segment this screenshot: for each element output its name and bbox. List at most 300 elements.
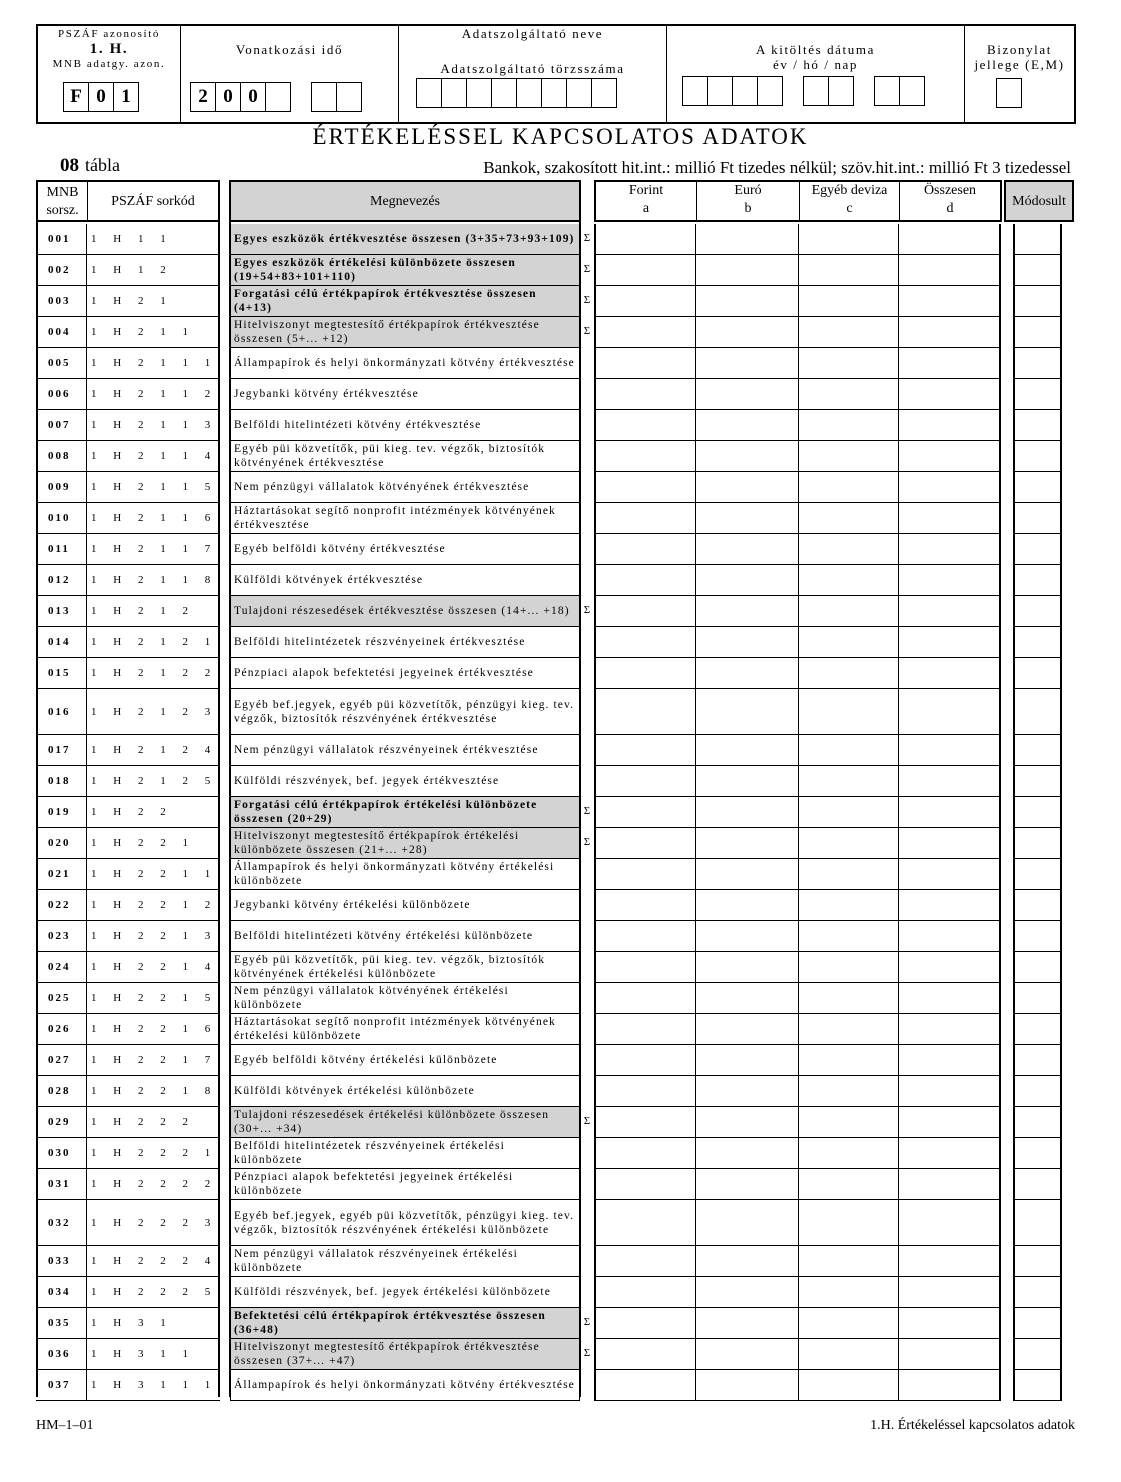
col-header-modified: Módosult — [1004, 180, 1074, 222]
table-row — [0, 503, 1121, 534]
footer-form-code: HM–1–01 — [36, 1418, 94, 1433]
modified-cell[interactable] — [1013, 735, 1062, 766]
value-forint-cell[interactable] — [594, 859, 696, 890]
sigma-marker — [581, 1246, 593, 1277]
value-forint-cell[interactable] — [594, 286, 696, 317]
table-row — [0, 441, 1121, 472]
value-euro-cell[interactable] — [696, 797, 799, 828]
value-total-cell[interactable] — [899, 1045, 1001, 1076]
value-euro-cell[interactable] — [696, 859, 799, 890]
value-euro-cell[interactable] — [696, 921, 799, 952]
value-total-cell[interactable] — [899, 1076, 1001, 1107]
value-other-currency-cell[interactable] — [799, 503, 899, 534]
row-name-text: Háztartásokat segítő nonprofit intézmények kötvényének értékelési különbözete — [234, 1016, 556, 1042]
value-forint-cell[interactable] — [594, 797, 696, 828]
row-name — [230, 503, 580, 534]
value-euro-cell[interactable] — [696, 255, 799, 286]
row-mnb-number: 019 — [36, 797, 86, 828]
value-euro-cell[interactable] — [696, 534, 799, 565]
row-pszaf-code: 1 H 2 1 2 5 — [86, 766, 220, 797]
period-box[interactable]: 2 — [190, 82, 216, 112]
value-total-cell[interactable] — [899, 503, 1001, 534]
row-name — [230, 1107, 580, 1138]
value-forint-cell[interactable] — [594, 1076, 696, 1107]
value-euro-cell[interactable] — [696, 286, 799, 317]
row-pszaf-code: 1 H 2 1 — [86, 286, 220, 317]
row-mnb-number: 002 — [36, 255, 86, 286]
value-euro-cell[interactable] — [696, 689, 799, 735]
row-name — [230, 410, 580, 441]
provider-id-box[interactable] — [491, 78, 517, 108]
value-other-currency-cell[interactable] — [799, 379, 899, 410]
value-other-currency-cell[interactable] — [799, 317, 899, 348]
value-other-currency-cell[interactable] — [799, 472, 899, 503]
value-euro-cell[interactable] — [696, 224, 799, 255]
value-forint-cell[interactable] — [594, 1107, 696, 1138]
row-mnb-number: 020 — [36, 828, 86, 859]
value-euro-cell[interactable] — [696, 1308, 799, 1339]
row-name-text: Külföldi részvények, bef. jegyek értékelési különbözete — [234, 1286, 551, 1298]
value-total-cell[interactable] — [899, 689, 1001, 735]
row-mnb-number: 009 — [36, 472, 86, 503]
value-other-currency-cell[interactable] — [799, 1339, 899, 1370]
value-other-currency-cell[interactable] — [799, 1308, 899, 1339]
table-row — [0, 1169, 1121, 1200]
modified-cell[interactable] — [1013, 224, 1062, 255]
row-pszaf-code: 1 H 2 1 1 4 — [86, 441, 220, 472]
table-row — [0, 890, 1121, 921]
value-forint-cell[interactable] — [594, 1138, 696, 1169]
value-euro-cell[interactable] — [696, 1200, 799, 1246]
value-other-currency-cell[interactable] — [799, 255, 899, 286]
value-other-currency-cell[interactable] — [799, 859, 899, 890]
sigma-marker: Σ — [583, 805, 591, 817]
modified-cell[interactable] — [1013, 1076, 1062, 1107]
value-other-currency-cell[interactable] — [799, 921, 899, 952]
value-total-cell[interactable] — [899, 1107, 1001, 1138]
value-total-cell[interactable] — [899, 890, 1001, 921]
table-row — [0, 565, 1121, 596]
value-other-currency-cell[interactable] — [799, 1138, 899, 1169]
value-other-currency-cell[interactable] — [799, 1169, 899, 1200]
modified-cell[interactable] — [1013, 1277, 1062, 1308]
value-other-currency-cell[interactable] — [799, 1277, 899, 1308]
value-total-cell[interactable] — [899, 1200, 1001, 1246]
row-name — [230, 1339, 580, 1370]
value-other-currency-cell[interactable] — [799, 348, 899, 379]
modified-cell[interactable] — [1013, 1246, 1062, 1277]
table-row — [0, 224, 1121, 255]
modified-cell[interactable] — [1013, 658, 1062, 689]
value-forint-cell[interactable] — [594, 1277, 696, 1308]
sigma-marker — [581, 565, 593, 596]
modified-cell[interactable] — [1013, 1045, 1062, 1076]
value-forint-cell[interactable] — [594, 1045, 696, 1076]
period-box[interactable]: 0 — [240, 82, 266, 112]
row-name — [230, 441, 580, 472]
value-other-currency-cell[interactable] — [799, 286, 899, 317]
footer-title: 1.H. Értékeléssel kapcsolatos adatok — [870, 1418, 1075, 1433]
value-other-currency-cell[interactable] — [799, 983, 899, 1014]
col-other-label: Egyéb deviza — [811, 183, 888, 198]
value-total-cell[interactable] — [899, 472, 1001, 503]
value-total-cell[interactable] — [899, 735, 1001, 766]
row-name-text: Egyéb belföldi kötvény értékvesztése — [234, 543, 446, 555]
modified-cell[interactable] — [1013, 348, 1062, 379]
modified-cell[interactable] — [1013, 286, 1062, 317]
value-forint-cell[interactable] — [594, 735, 696, 766]
row-pszaf-code: 1 H 1 2 — [86, 255, 220, 286]
table-row — [0, 828, 1121, 859]
value-forint-cell[interactable] — [594, 766, 696, 797]
value-forint-cell[interactable] — [594, 890, 696, 921]
row-name — [230, 1014, 580, 1045]
row-name-text: Egyéb belföldi kötvény értékelési különbözete — [234, 1054, 498, 1066]
value-total-cell[interactable] — [899, 534, 1001, 565]
value-euro-cell[interactable] — [696, 1370, 799, 1401]
modified-cell[interactable] — [1013, 565, 1062, 596]
col-header-total — [900, 182, 1000, 220]
value-total-cell[interactable] — [899, 1138, 1001, 1169]
row-pszaf-code: 1 H 2 2 2 2 — [86, 1169, 220, 1200]
doc-type-boxes — [997, 78, 1022, 108]
row-name — [230, 1076, 580, 1107]
date-box[interactable] — [757, 76, 783, 106]
value-total-cell[interactable] — [899, 441, 1001, 472]
row-name — [230, 1138, 580, 1169]
value-total-cell[interactable] — [899, 828, 1001, 859]
value-total-cell[interactable] — [899, 317, 1001, 348]
provider-id-box[interactable] — [516, 78, 542, 108]
mnb-box[interactable]: 0 — [88, 82, 114, 112]
value-total-cell[interactable] — [899, 1308, 1001, 1339]
provider-id-box[interactable] — [566, 78, 592, 108]
row-mnb-number: 013 — [36, 596, 86, 627]
value-other-currency-cell[interactable] — [799, 952, 899, 983]
value-euro-cell[interactable] — [696, 379, 799, 410]
modified-cell[interactable] — [1013, 441, 1062, 472]
value-euro-cell[interactable] — [696, 1277, 799, 1308]
value-euro-cell[interactable] — [696, 441, 799, 472]
value-forint-cell[interactable] — [594, 255, 696, 286]
row-name-text: Belföldi hitelintézetek részvényeinek értékelési különbözete — [234, 1140, 505, 1166]
modified-cell[interactable] — [1013, 890, 1062, 921]
row-mnb-number: 021 — [36, 859, 86, 890]
value-forint-cell[interactable] — [594, 1246, 696, 1277]
value-euro-cell[interactable] — [696, 1246, 799, 1277]
value-euro-cell[interactable] — [696, 503, 799, 534]
value-other-currency-cell[interactable] — [799, 1200, 899, 1246]
row-pszaf-code: 1 H 2 1 1 6 — [86, 503, 220, 534]
table-row — [0, 658, 1121, 689]
modified-cell[interactable] — [1013, 952, 1062, 983]
row-name — [230, 1169, 580, 1200]
value-total-cell[interactable] — [899, 859, 1001, 890]
row-pszaf-code: 1 H 2 1 1 2 — [86, 379, 220, 410]
value-euro-cell[interactable] — [696, 1107, 799, 1138]
value-other-currency-cell[interactable] — [799, 797, 899, 828]
date-box[interactable] — [732, 76, 758, 106]
value-euro-cell[interactable] — [696, 596, 799, 627]
date-box[interactable] — [682, 76, 708, 106]
modified-cell[interactable] — [1013, 410, 1062, 441]
modified-cell[interactable] — [1013, 983, 1062, 1014]
modified-cell[interactable] — [1013, 1014, 1062, 1045]
value-forint-cell[interactable] — [594, 1200, 696, 1246]
sigma-marker: Σ — [583, 263, 591, 275]
sigma-marker — [581, 890, 593, 921]
value-euro-cell[interactable] — [696, 983, 799, 1014]
modified-cell[interactable] — [1013, 317, 1062, 348]
row-mnb-number: 016 — [36, 689, 86, 735]
row-name-text: Egyéb bef.jegyek, egyéb püi közvetítők, pénzügyi kieg. tev. végzők, biztosítók részvényének értékelési különbözete — [234, 1209, 575, 1236]
value-total-cell[interactable] — [899, 410, 1001, 441]
value-other-currency-cell[interactable] — [799, 766, 899, 797]
value-other-currency-cell[interactable] — [799, 1107, 899, 1138]
row-mnb-number: 012 — [36, 565, 86, 596]
col-header-mnb: MNB sorsz. — [38, 182, 88, 220]
modified-cell[interactable] — [1013, 1138, 1062, 1169]
period-box[interactable] — [336, 82, 362, 112]
date-box[interactable] — [803, 76, 829, 106]
value-euro-cell[interactable] — [696, 410, 799, 441]
value-total-cell[interactable] — [899, 1014, 1001, 1045]
value-euro-cell[interactable] — [696, 1138, 799, 1169]
value-forint-cell[interactable] — [594, 828, 696, 859]
value-total-cell[interactable] — [899, 627, 1001, 658]
value-euro-cell[interactable] — [696, 348, 799, 379]
modified-cell[interactable] — [1013, 627, 1062, 658]
value-total-cell[interactable] — [899, 1169, 1001, 1200]
value-forint-cell[interactable] — [594, 317, 696, 348]
modified-cell[interactable] — [1013, 534, 1062, 565]
value-total-cell[interactable] — [899, 1277, 1001, 1308]
modified-cell[interactable] — [1013, 1308, 1062, 1339]
value-euro-cell[interactable] — [696, 472, 799, 503]
period-box[interactable] — [265, 82, 291, 112]
row-name — [230, 472, 580, 503]
provider-id-box[interactable] — [441, 78, 467, 108]
value-total-cell[interactable] — [899, 797, 1001, 828]
value-other-currency-cell[interactable] — [799, 627, 899, 658]
row-name-text: Egyéb bef.jegyek, egyéb püi közvetítők, pénzügyi kieg. tev. végzők, biztosítók részvényének értékvesztése — [234, 698, 575, 725]
value-forint-cell[interactable] — [594, 952, 696, 983]
value-forint-cell[interactable] — [594, 1014, 696, 1045]
value-forint-cell[interactable] — [594, 410, 696, 441]
value-total-cell[interactable] — [899, 1339, 1001, 1370]
period-box[interactable]: 0 — [215, 82, 241, 112]
row-name — [230, 348, 580, 379]
value-other-currency-cell[interactable] — [799, 1045, 899, 1076]
value-other-currency-cell[interactable] — [799, 828, 899, 859]
table-row — [0, 1200, 1121, 1246]
row-name — [230, 1246, 580, 1277]
row-mnb-number: 010 — [36, 503, 86, 534]
modified-cell[interactable] — [1013, 859, 1062, 890]
row-mnb-number: 029 — [36, 1107, 86, 1138]
value-forint-cell[interactable] — [594, 503, 696, 534]
row-name-text: Nem pénzügyi vállalatok részvényeinek értékelési különbözete — [234, 1248, 518, 1274]
row-pszaf-code: 1 H 2 2 1 3 — [86, 921, 220, 952]
row-name — [230, 983, 580, 1014]
doc-type-box[interactable] — [996, 78, 1022, 108]
sigma-marker: Σ — [583, 232, 591, 244]
value-euro-cell[interactable] — [696, 565, 799, 596]
value-euro-cell[interactable] — [696, 766, 799, 797]
date-box[interactable] — [707, 76, 733, 106]
value-euro-cell[interactable] — [696, 1014, 799, 1045]
value-other-currency-cell[interactable] — [799, 410, 899, 441]
value-other-currency-cell[interactable] — [799, 658, 899, 689]
value-total-cell[interactable] — [899, 1370, 1001, 1401]
provider-id-box[interactable] — [466, 78, 492, 108]
row-pszaf-code: 1 H 2 1 2 2 — [86, 658, 220, 689]
value-total-cell[interactable] — [899, 255, 1001, 286]
frame-line — [218, 222, 220, 1397]
row-pszaf-code: 1 H 2 1 2 1 — [86, 627, 220, 658]
value-other-currency-cell[interactable] — [799, 1370, 899, 1401]
value-other-currency-cell[interactable] — [799, 534, 899, 565]
value-euro-cell[interactable] — [696, 658, 799, 689]
modified-cell[interactable] — [1013, 255, 1062, 286]
value-total-cell[interactable] — [899, 952, 1001, 983]
value-other-currency-cell[interactable] — [799, 1014, 899, 1045]
value-euro-cell[interactable] — [696, 1169, 799, 1200]
value-other-currency-cell[interactable] — [799, 596, 899, 627]
value-forint-cell[interactable] — [594, 1169, 696, 1200]
value-euro-cell[interactable] — [696, 627, 799, 658]
date-box[interactable] — [874, 76, 900, 106]
col-total-letter: d — [946, 201, 954, 216]
value-forint-cell[interactable] — [594, 1370, 696, 1401]
value-other-currency-cell[interactable] — [799, 1076, 899, 1107]
value-total-cell[interactable] — [899, 921, 1001, 952]
modified-cell[interactable] — [1013, 596, 1062, 627]
value-euro-cell[interactable] — [696, 890, 799, 921]
value-euro-cell[interactable] — [696, 828, 799, 859]
table-word: tábla — [85, 155, 120, 175]
value-total-cell[interactable] — [899, 379, 1001, 410]
value-other-currency-cell[interactable] — [799, 441, 899, 472]
row-name — [230, 565, 580, 596]
modified-cell[interactable] — [1013, 797, 1062, 828]
value-forint-cell[interactable] — [594, 921, 696, 952]
modified-cell[interactable] — [1013, 1370, 1062, 1401]
provider-id-box[interactable] — [416, 78, 442, 108]
date-box[interactable] — [899, 76, 925, 106]
value-total-cell[interactable] — [899, 766, 1001, 797]
modified-cell[interactable] — [1013, 379, 1062, 410]
row-mnb-number: 004 — [36, 317, 86, 348]
value-other-currency-cell[interactable] — [799, 689, 899, 735]
value-forint-cell[interactable] — [594, 441, 696, 472]
provider-id-box[interactable] — [591, 78, 617, 108]
value-other-currency-cell[interactable] — [799, 1246, 899, 1277]
modified-cell[interactable] — [1013, 503, 1062, 534]
value-forint-cell[interactable] — [594, 379, 696, 410]
value-other-currency-cell[interactable] — [799, 890, 899, 921]
row-mnb-number: 033 — [36, 1246, 86, 1277]
value-forint-cell[interactable] — [594, 596, 696, 627]
row-name — [230, 1308, 580, 1339]
value-other-currency-cell[interactable] — [799, 224, 899, 255]
value-forint-cell[interactable] — [594, 658, 696, 689]
modified-cell[interactable] — [1013, 689, 1062, 735]
value-total-cell[interactable] — [899, 1246, 1001, 1277]
row-name — [230, 1200, 580, 1246]
modified-cell[interactable] — [1013, 828, 1062, 859]
modified-cell[interactable] — [1013, 1200, 1062, 1246]
provider-id-box[interactable] — [541, 78, 567, 108]
value-forint-cell[interactable] — [594, 1339, 696, 1370]
value-forint-cell[interactable] — [594, 1308, 696, 1339]
modified-cell[interactable] — [1013, 1339, 1062, 1370]
modified-cell[interactable] — [1013, 1107, 1062, 1138]
value-euro-cell[interactable] — [696, 317, 799, 348]
date-box[interactable] — [828, 76, 854, 106]
period-box[interactable] — [311, 82, 337, 112]
value-other-currency-cell[interactable] — [799, 735, 899, 766]
frame-line — [229, 222, 231, 1397]
value-forint-cell[interactable] — [594, 689, 696, 735]
row-pszaf-code: 1 H 2 1 2 — [86, 596, 220, 627]
row-pszaf-code: 1 H 1 1 — [86, 224, 220, 255]
table-row — [0, 689, 1121, 735]
modified-cell[interactable] — [1013, 921, 1062, 952]
value-total-cell[interactable] — [899, 348, 1001, 379]
value-other-currency-cell[interactable] — [799, 565, 899, 596]
value-forint-cell[interactable] — [594, 627, 696, 658]
value-total-cell[interactable] — [899, 286, 1001, 317]
value-euro-cell[interactable] — [696, 1076, 799, 1107]
value-euro-cell[interactable] — [696, 952, 799, 983]
value-total-cell[interactable] — [899, 565, 1001, 596]
mnb-box[interactable]: 1 — [113, 82, 139, 112]
col-euro-label: Euró — [734, 183, 762, 198]
sigma-marker — [581, 1169, 593, 1200]
value-euro-cell[interactable] — [696, 735, 799, 766]
row-mnb-number: 022 — [36, 890, 86, 921]
value-total-cell[interactable] — [899, 596, 1001, 627]
value-forint-cell[interactable] — [594, 534, 696, 565]
modified-cell[interactable] — [1013, 472, 1062, 503]
value-forint-cell[interactable] — [594, 348, 696, 379]
value-forint-cell[interactable] — [594, 224, 696, 255]
modified-cell[interactable] — [1013, 766, 1062, 797]
value-total-cell[interactable] — [899, 224, 1001, 255]
row-pszaf-code: 1 H 2 2 — [86, 797, 220, 828]
report-code: 1. H. — [89, 41, 129, 57]
doc-type-section — [965, 26, 1074, 122]
table-row — [0, 983, 1121, 1014]
value-forint-cell[interactable] — [594, 472, 696, 503]
value-euro-cell[interactable] — [696, 1339, 799, 1370]
row-name — [230, 1370, 580, 1401]
table-row — [0, 797, 1121, 828]
mnb-box[interactable]: F — [63, 82, 89, 112]
value-total-cell[interactable] — [899, 983, 1001, 1014]
sigma-marker: Σ — [583, 1115, 591, 1127]
col-header-ids — [36, 180, 220, 222]
sigma-marker — [581, 1200, 593, 1246]
value-forint-cell[interactable] — [594, 983, 696, 1014]
row-pszaf-code: 1 H 2 2 1 — [86, 828, 220, 859]
modified-cell[interactable] — [1013, 1169, 1062, 1200]
value-forint-cell[interactable] — [594, 565, 696, 596]
date-section — [667, 26, 965, 122]
value-total-cell[interactable] — [899, 658, 1001, 689]
value-euro-cell[interactable] — [696, 1045, 799, 1076]
